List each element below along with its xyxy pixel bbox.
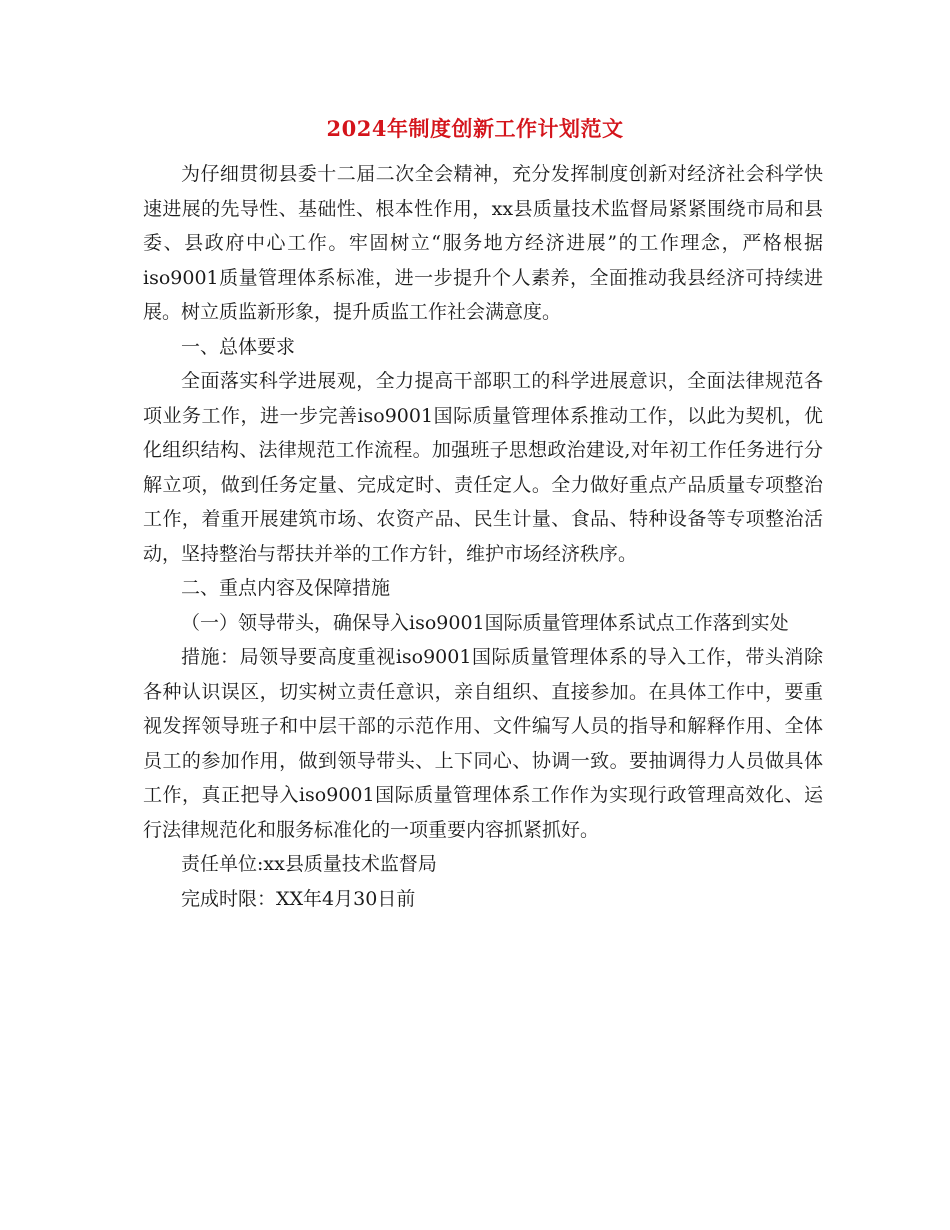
section-heading-key-content: 二、重点内容及保障措施 xyxy=(181,577,391,599)
subsection-heading-leadership: （一）领导带头，确保导入iso9001国际质量管理体系试点工作落到实处 xyxy=(181,611,789,634)
completion-deadline: 完成时限：XX年4月30日前 xyxy=(181,887,416,910)
measures-paragraph: 措施：局领导要高度重视iso9001国际质量管理体系的导入工作，带头消除各种认识误区，切实树立责任意识，亲自组织、直接参加。在具体工作中，要重视发挥领导班子和中层干部的示范作用、文件编写人员的指导和解释作用、全体员工的参加作用，做到领导带头、上下同心、协调一致。要抽调得力人员做具体工作，真正把导入iso9001国际质量管理体系工作作为实现行政管理高效化、运行法律规范化和服务标准化的一项重要内容抓紧抓好。 xyxy=(143,646,823,841)
intro-paragraph: 为仔细贯彻县委十二届二次全会精神，充分发挥制度创新对经济社会科学快速进展的先导性、基础性、根本性作用，xx县质量技术监督局紧紧围绕市局和县委、县政府中心工作。牢固树立“服务地方经济进展”的工作理念，严格根据iso9001质量管理体系标准，进一步提升个人素养，全面推动我县经济可持续进展。树立质监新形象，提升质监工作社会满意度。 xyxy=(143,163,823,323)
overall-requirements-paragraph: 全面落实科学进展观，全力提高干部职工的科学进展意识，全面法律规范各项业务工作，进一步完善iso9001国际质量管理体系推动工作，以此为契机，优化组织结构、法律规范工作流程。加强班子思想政治建设,对年初工作任务进行分解立项，做到任务定量、完成定时、责任定人。全力做好重点产品质量专项整治工作，着重开展建筑市场、农资产品、民生计量、食品、特种设备等专项整治活动，坚持整治与帮扶并举的工作方针，维护市场经济秩序。 xyxy=(143,370,823,565)
section-heading-overall-requirements: 一、总体要求 xyxy=(181,335,296,358)
responsible-unit: 责任单位:xx县质量技术监督局 xyxy=(181,853,437,875)
document-body xyxy=(143,157,823,916)
document-title: 2024年制度创新工作计划范文 xyxy=(326,116,624,141)
